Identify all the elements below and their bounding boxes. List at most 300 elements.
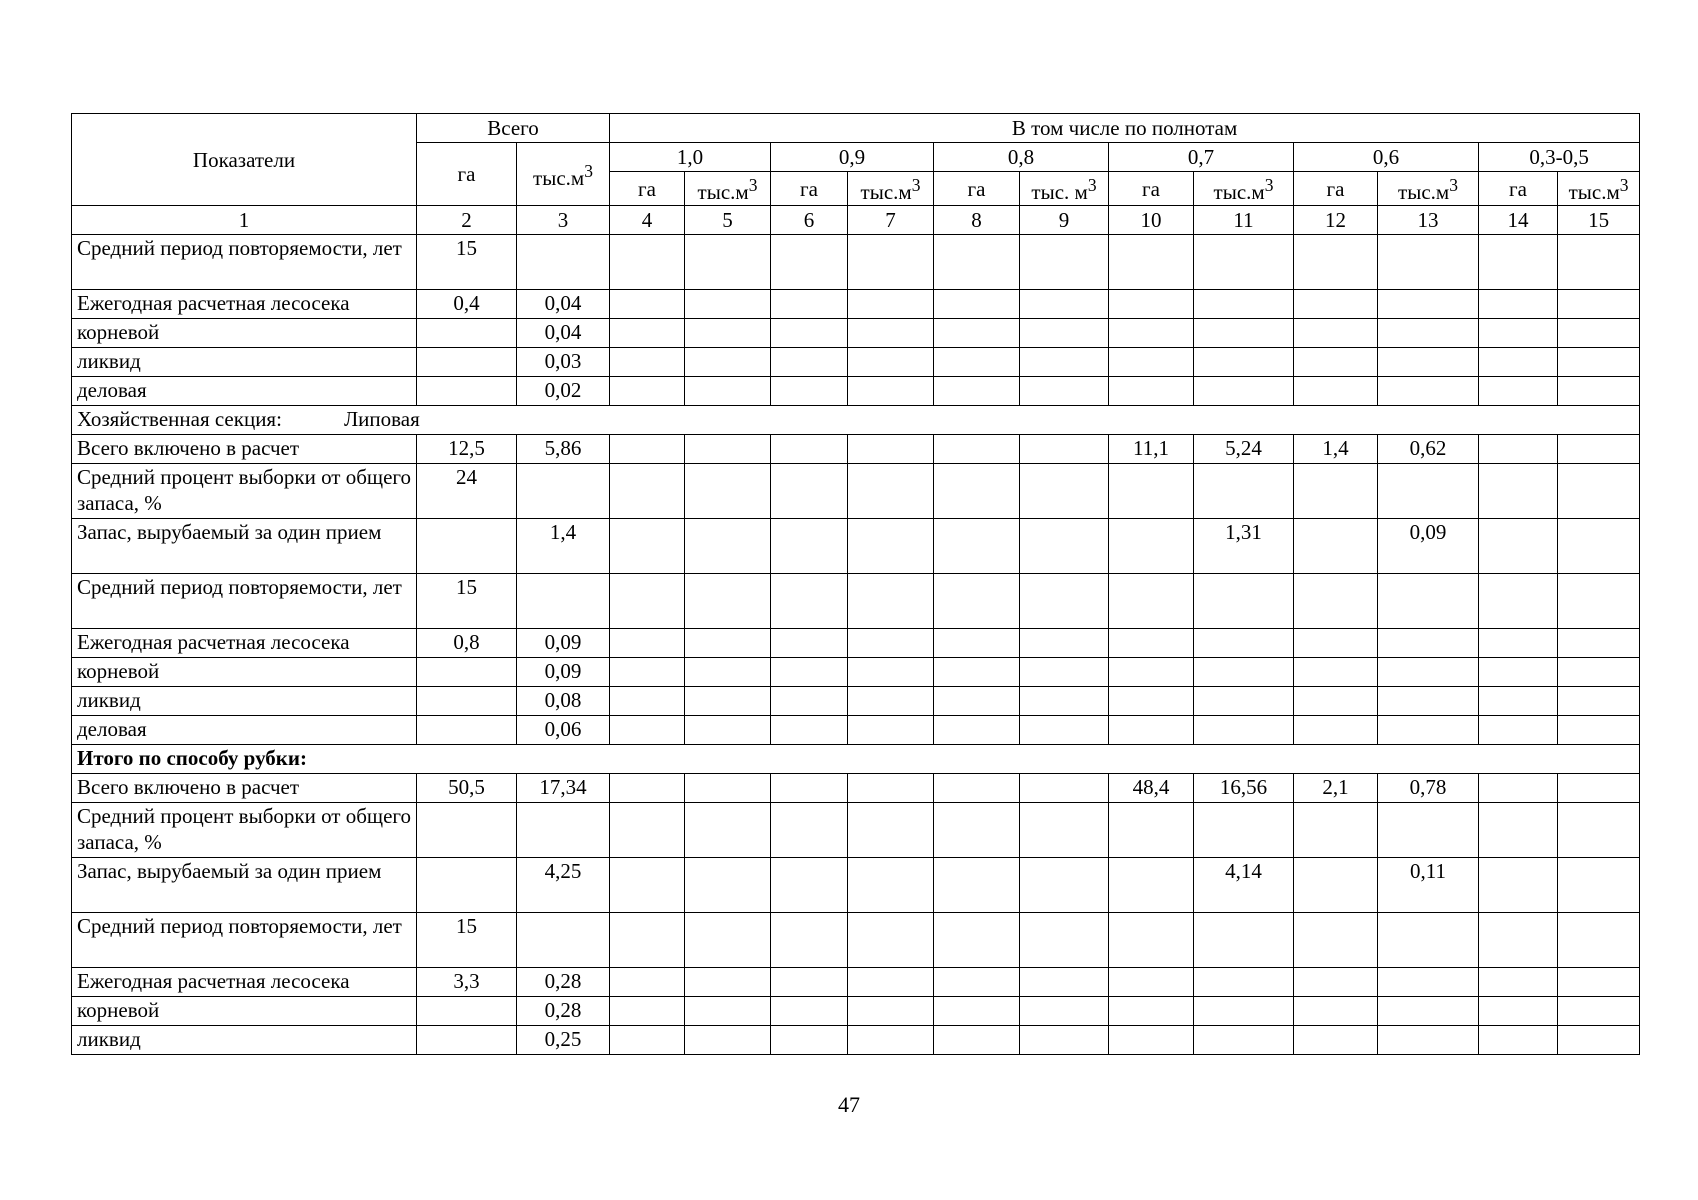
table-cell: [934, 968, 1020, 997]
table-cell: [1479, 464, 1558, 519]
table-cell: [417, 658, 517, 687]
table-cell: [1378, 319, 1479, 348]
table-cell: [1378, 348, 1479, 377]
table-cell: [1294, 968, 1378, 997]
col-number: 7: [848, 206, 934, 235]
header-unit-volume: $тыс.м^3$: [685, 172, 771, 206]
table-cell: 3,3: [417, 968, 517, 997]
table-cell: [1479, 997, 1558, 1026]
table-cell: [1020, 913, 1109, 968]
table-row: [72, 435, 1640, 464]
table-row: [72, 519, 1640, 574]
table-cell: [771, 464, 848, 519]
table-cell: [771, 913, 848, 968]
col-number: 1: [72, 206, 417, 235]
table-cell: [848, 235, 934, 290]
table-cell: 15: [417, 235, 517, 290]
table-cell: [1479, 290, 1558, 319]
table-cell: [1194, 464, 1294, 519]
table-cell: [1194, 658, 1294, 687]
table-cell: [848, 377, 934, 406]
table-cell: [1294, 464, 1378, 519]
row-label: деловая: [72, 716, 417, 745]
table-cell: [1558, 235, 1640, 290]
table-cell: [1194, 319, 1294, 348]
table-cell: [848, 519, 934, 574]
table-cell: [1020, 1026, 1109, 1055]
table-cell: [1479, 319, 1558, 348]
header-indicators: Показатели: [72, 114, 417, 206]
table-cell: [1558, 913, 1640, 968]
table-cell: [417, 377, 517, 406]
header-density: 0,9: [771, 143, 934, 172]
table-cell: [934, 1026, 1020, 1055]
col-number: 8: [934, 206, 1020, 235]
table-cell: [685, 687, 771, 716]
table-cell: [934, 913, 1020, 968]
table-cell: 0,06: [517, 716, 610, 745]
table-cell: [771, 997, 848, 1026]
row-label: корневой: [72, 658, 417, 687]
col-number: 10: [1109, 206, 1194, 235]
table-cell: [1378, 687, 1479, 716]
table-cell: [1020, 348, 1109, 377]
table-cell: [685, 519, 771, 574]
table-cell: [848, 716, 934, 745]
table-cell: [1020, 574, 1109, 629]
table-cell: [1109, 858, 1194, 913]
table-cell: [1558, 574, 1640, 629]
header-unit-area: га: [610, 172, 685, 206]
table-cell: 4,14: [1194, 858, 1294, 913]
row-label: Средний процент выборки от общего запаса, %: [72, 803, 417, 858]
table-cell: [934, 774, 1020, 803]
table-cell: [934, 574, 1020, 629]
table-cell: [1194, 997, 1294, 1026]
table-cell: [771, 319, 848, 348]
table-cell: [1378, 1026, 1479, 1055]
table-cell: [610, 574, 685, 629]
table-cell: [848, 1026, 934, 1055]
table-cell: [1194, 716, 1294, 745]
row-label: Ежегодная расчетная лесосека: [72, 968, 417, 997]
row-label: ликвид: [72, 687, 417, 716]
table-cell: 0,09: [517, 629, 610, 658]
row-label: Средний период повторяемости, лет: [72, 913, 417, 968]
table-cell: 0,08: [517, 687, 610, 716]
col-number: 3: [517, 206, 610, 235]
table-cell: 11,1: [1109, 435, 1194, 464]
table-cell: [1020, 629, 1109, 658]
table-cell: [610, 519, 685, 574]
table-cell: [1479, 1026, 1558, 1055]
table-cell: 24: [417, 464, 517, 519]
table-cell: [610, 858, 685, 913]
table-cell: [848, 803, 934, 858]
table-cell: [1294, 348, 1378, 377]
table-cell: [1020, 319, 1109, 348]
table-cell: [1558, 629, 1640, 658]
table-cell: [1020, 519, 1109, 574]
page-number: 47: [838, 1092, 860, 1117]
table-cell: [610, 997, 685, 1026]
table-cell: 0,8: [417, 629, 517, 658]
table-cell: [1479, 519, 1558, 574]
table-cell: 0,28: [517, 997, 610, 1026]
table-cell: [934, 290, 1020, 319]
table-cell: [1479, 913, 1558, 968]
table-cell: [610, 803, 685, 858]
table-cell: [1194, 913, 1294, 968]
header-total: Всего: [417, 114, 610, 143]
table-cell: [1109, 997, 1194, 1026]
table-cell: [1558, 997, 1640, 1026]
table-cell: [934, 716, 1020, 745]
table-cell: [685, 658, 771, 687]
table-cell: 0,62: [1378, 435, 1479, 464]
table-cell: [417, 858, 517, 913]
table-cell: [417, 519, 517, 574]
table-cell: [610, 774, 685, 803]
col-number: 4: [610, 206, 685, 235]
table-row: [72, 687, 1640, 716]
table-cell: [1558, 519, 1640, 574]
table-cell: [685, 348, 771, 377]
table-cell: [417, 348, 517, 377]
table-cell: [848, 629, 934, 658]
table-cell: 15: [417, 913, 517, 968]
table-row: [72, 348, 1640, 377]
col-number: 2: [417, 206, 517, 235]
table-cell: [1294, 519, 1378, 574]
header-unit-area: га: [771, 172, 848, 206]
table-cell: [685, 574, 771, 629]
table-cell: [771, 687, 848, 716]
table-cell: [1479, 435, 1558, 464]
table-cell: 15: [417, 574, 517, 629]
table-cell: [848, 319, 934, 348]
forestry-data-table: [71, 113, 1640, 1055]
table-cell: [848, 968, 934, 997]
table-cell: [610, 464, 685, 519]
table-cell: [1294, 658, 1378, 687]
row-label: Запас, вырубаемый за один прием: [72, 519, 417, 574]
table-cell: [685, 629, 771, 658]
table-cell: [1109, 716, 1194, 745]
table-cell: [685, 319, 771, 348]
table-row: [72, 574, 1640, 629]
header-unit-area: га: [1109, 172, 1194, 206]
table-cell: [1294, 629, 1378, 658]
table-cell: [771, 235, 848, 290]
col-number: 9: [1020, 206, 1109, 235]
table-cell: [1109, 1026, 1194, 1055]
table-cell: [610, 687, 685, 716]
table-cell: [848, 348, 934, 377]
section-row: [72, 406, 1640, 435]
col-number: 14: [1479, 206, 1558, 235]
table-cell: [685, 464, 771, 519]
table-cell: 50,5: [417, 774, 517, 803]
table-cell: [848, 858, 934, 913]
table-cell: [1109, 687, 1194, 716]
table-cell: [685, 435, 771, 464]
table-cell: [685, 913, 771, 968]
row-label: Средний период повторяемости, лет: [72, 574, 417, 629]
table-cell: 4,25: [517, 858, 610, 913]
table-cell: 12,5: [417, 435, 517, 464]
table-cell: [771, 716, 848, 745]
table-cell: [934, 377, 1020, 406]
table-cell: [517, 803, 610, 858]
table-row: [72, 658, 1640, 687]
table-cell: [610, 716, 685, 745]
table-cell: [1378, 968, 1479, 997]
header-unit-area: га: [1479, 172, 1558, 206]
table-cell: [1479, 803, 1558, 858]
table-row: [72, 968, 1640, 997]
table-cell: [1109, 519, 1194, 574]
table-cell: [1020, 687, 1109, 716]
row-label: Всего включено в расчет: [72, 435, 417, 464]
row-label: Запас, вырубаемый за один прием: [72, 858, 417, 913]
table-cell: [1558, 377, 1640, 406]
table-cell: [934, 519, 1020, 574]
table-cell: [1558, 687, 1640, 716]
table-cell: [771, 290, 848, 319]
table-cell: [685, 858, 771, 913]
row-label: Ежегодная расчетная лесосека: [72, 290, 417, 319]
table-cell: [1479, 658, 1558, 687]
table-cell: [1020, 435, 1109, 464]
table-cell: [1020, 464, 1109, 519]
table-row: [72, 997, 1640, 1026]
table-cell: [934, 858, 1020, 913]
table-cell: [1020, 803, 1109, 858]
table-cell: 48,4: [1109, 774, 1194, 803]
table-cell: [1194, 290, 1294, 319]
table-cell: [771, 1026, 848, 1055]
table-cell: [934, 803, 1020, 858]
table-cell: [1020, 968, 1109, 997]
table-cell: 0,4: [417, 290, 517, 319]
table-cell: [1378, 574, 1479, 629]
table-cell: [685, 968, 771, 997]
table-row: [72, 1026, 1640, 1055]
table-cell: 0,04: [517, 290, 610, 319]
table-cell: [848, 574, 934, 629]
table-cell: [1479, 235, 1558, 290]
table-cell: 1,4: [1294, 435, 1378, 464]
table-cell: [1558, 658, 1640, 687]
table-cell: [771, 629, 848, 658]
header-density: 0,7: [1109, 143, 1294, 172]
table-cell: [848, 435, 934, 464]
table-cell: [1479, 687, 1558, 716]
table-cell: [610, 658, 685, 687]
table-cell: [1378, 464, 1479, 519]
table-cell: [1194, 968, 1294, 997]
table-cell: [1558, 319, 1640, 348]
table-cell: [1558, 290, 1640, 319]
table-cell: [1020, 290, 1109, 319]
table-cell: [610, 235, 685, 290]
header-total-volume: $тыс.м^3$: [517, 143, 610, 206]
header-unit-volume: тыс. $м^3$: [1020, 172, 1109, 206]
table-cell: [517, 574, 610, 629]
table-cell: [934, 629, 1020, 658]
table-cell: [1109, 319, 1194, 348]
row-label: Всего включено в расчет: [72, 774, 417, 803]
table-cell: [1479, 629, 1558, 658]
table-cell: [417, 1026, 517, 1055]
table-cell: [1109, 377, 1194, 406]
table-cell: 0,02: [517, 377, 610, 406]
table-cell: [1479, 858, 1558, 913]
row-label: корневой: [72, 319, 417, 348]
table-cell: 0,28: [517, 968, 610, 997]
col-number: 15: [1558, 206, 1640, 235]
table-cell: [1194, 687, 1294, 716]
table-cell: [1020, 658, 1109, 687]
table-cell: [1194, 803, 1294, 858]
table-cell: [1020, 774, 1109, 803]
table-row: [72, 803, 1640, 858]
total-heading: Итого по способу рубки:: [72, 745, 1640, 774]
table-cell: [417, 319, 517, 348]
row-label: ликвид: [72, 1026, 417, 1055]
table-cell: [1109, 464, 1194, 519]
header-unit-volume: $тыс.м^3$: [1378, 172, 1479, 206]
table-cell: [1378, 235, 1479, 290]
table-cell: [1558, 1026, 1640, 1055]
table-row: [72, 913, 1640, 968]
table-cell: [1109, 803, 1194, 858]
table-cell: [1194, 629, 1294, 658]
table-cell: [1194, 377, 1294, 406]
table-row: [72, 235, 1640, 290]
table-cell: [417, 803, 517, 858]
table-cell: [934, 658, 1020, 687]
section-cell: [72, 406, 1640, 435]
table-cell: [1479, 377, 1558, 406]
table-cell: 5,24: [1194, 435, 1294, 464]
table-cell: 0,09: [1378, 519, 1479, 574]
table-cell: [1020, 235, 1109, 290]
table-cell: [1378, 716, 1479, 745]
section-value: Липовая: [343, 407, 420, 431]
table-row: [72, 858, 1640, 913]
table-body: [72, 235, 1640, 1055]
table-cell: [1479, 716, 1558, 745]
table-cell: [1294, 235, 1378, 290]
header-density: 0,8: [934, 143, 1109, 172]
table-cell: [1294, 574, 1378, 629]
table-cell: [1294, 687, 1378, 716]
table-cell: [417, 716, 517, 745]
table-cell: [610, 290, 685, 319]
header-total-area: га: [417, 143, 517, 206]
table-cell: [1479, 968, 1558, 997]
header-density: 0,3-0,5: [1479, 143, 1640, 172]
table-cell: 0,03: [517, 348, 610, 377]
table-cell: [771, 574, 848, 629]
table-cell: 0,25: [517, 1026, 610, 1055]
table-cell: [934, 348, 1020, 377]
table-cell: [848, 997, 934, 1026]
table-cell: 5,86: [517, 435, 610, 464]
table-cell: 0,78: [1378, 774, 1479, 803]
table-cell: 16,56: [1194, 774, 1294, 803]
table-cell: 0,04: [517, 319, 610, 348]
row-label: Средний процент выборки от общего запаса, %: [72, 464, 417, 519]
table-cell: [1558, 435, 1640, 464]
table-cell: [517, 913, 610, 968]
table-cell: 2,1: [1294, 774, 1378, 803]
table-cell: [610, 435, 685, 464]
table-cell: [1378, 997, 1479, 1026]
col-number: 6: [771, 206, 848, 235]
table-cell: [1558, 348, 1640, 377]
table-cell: [1109, 968, 1194, 997]
table-cell: [1109, 629, 1194, 658]
row-label: Ежегодная расчетная лесосека: [72, 629, 417, 658]
table-cell: [771, 519, 848, 574]
table-cell: [1294, 997, 1378, 1026]
header-unit-area: га: [1294, 172, 1378, 206]
section-label: Хозяйственная секция:: [77, 407, 282, 431]
table-cell: [848, 687, 934, 716]
table-cell: [685, 997, 771, 1026]
row-label: Средний период повторяемости, лет: [72, 235, 417, 290]
table-cell: [1479, 348, 1558, 377]
table-cell: [610, 319, 685, 348]
table-cell: [1294, 858, 1378, 913]
table-cell: 1,4: [517, 519, 610, 574]
table-cell: [1294, 716, 1378, 745]
table-cell: [685, 716, 771, 745]
row-label: ликвид: [72, 348, 417, 377]
header-density: 1,0: [610, 143, 771, 172]
table-cell: [934, 687, 1020, 716]
table-cell: [934, 235, 1020, 290]
table-cell: [848, 913, 934, 968]
table-cell: [771, 435, 848, 464]
table-cell: [685, 774, 771, 803]
table-cell: [1378, 913, 1479, 968]
table-cell: [1194, 574, 1294, 629]
table-cell: [610, 1026, 685, 1055]
table-cell: [1194, 1026, 1294, 1055]
table-cell: [1109, 348, 1194, 377]
table-cell: [771, 774, 848, 803]
table-cell: [1558, 716, 1640, 745]
table-cell: [1294, 319, 1378, 348]
table-cell: [1294, 1026, 1378, 1055]
table-cell: 0,11: [1378, 858, 1479, 913]
table-header: [72, 114, 1640, 235]
row-label: корневой: [72, 997, 417, 1026]
table-cell: [848, 464, 934, 519]
table-cell: [1479, 774, 1558, 803]
table-cell: [1479, 574, 1558, 629]
table-cell: [848, 774, 934, 803]
table-cell: [771, 968, 848, 997]
table-row: [72, 319, 1640, 348]
header-by-density: В том числе по полнотам: [610, 114, 1640, 143]
table-cell: [1378, 377, 1479, 406]
table-cell: [1294, 913, 1378, 968]
